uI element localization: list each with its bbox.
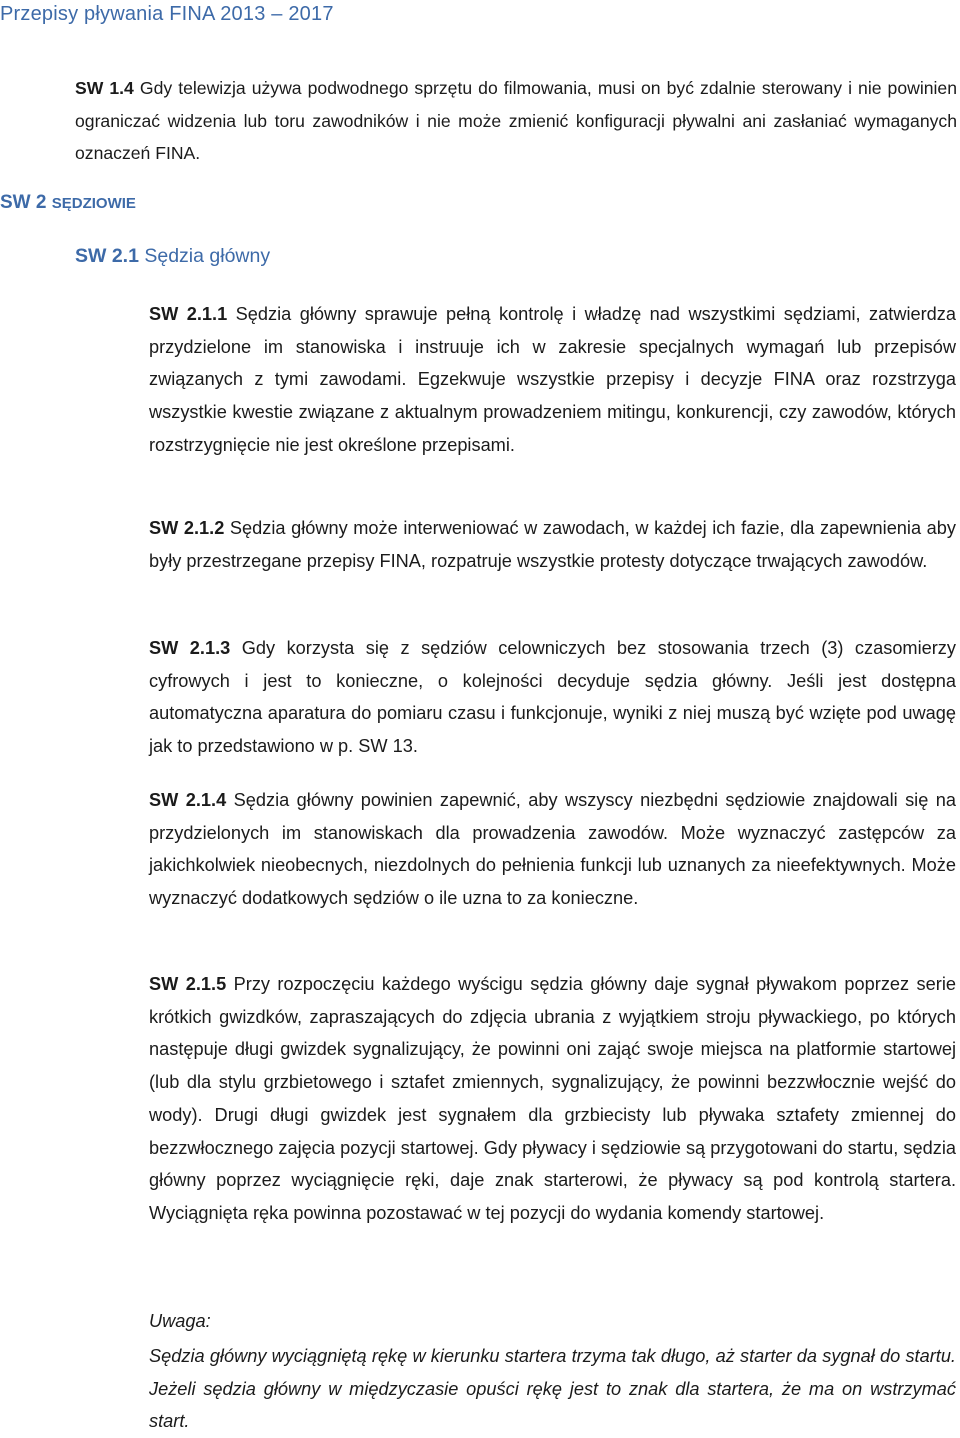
paragraph-text: Gdy korzysta się z sędziów celowniczych bez stosowania trzech (3) czasomierzy cyfrowych i jest to konieczne, o kolejności decyduje sędzia główny. Jeśli jest dostępna automatyczna aparatura do pomiaru czasu i funkcjonuje, wyniki z niej muszą być wzięte pod uwagę jak to przedstawiono w p. SW 13.: [149, 638, 956, 757]
paragraph-number: SW 2.1.3: [149, 638, 231, 658]
paragraph-number: SW 2.1.2: [149, 518, 225, 538]
chapter-heading: [0, 192, 136, 214]
section-number: SW 2.1: [75, 245, 139, 267]
section-title: Sędzia główny: [144, 245, 271, 267]
paragraph-sw-2-1-3: [149, 632, 956, 763]
paragraph-text: Sędzia główny może interweniować w zawodach, w każdej ich fazie, dla zapewnienia aby były przestrzegane przepisy FINA, rozpatruje wszystkie protesty dotyczące trwających zawodów.: [149, 518, 956, 571]
chapter-title: SĘDZIOWIE: [51, 195, 136, 212]
page-header-title: Przepisy pływania FINA 2013 – 2017: [0, 3, 334, 25]
paragraph-sw-2-1-4: [149, 784, 956, 915]
paragraph-sw-2-1-2: [149, 512, 956, 577]
paragraph-text: Sędzia główny powinien zapewnić, aby wszyscy niezbędni sędziowie znajdowali się na przydzielonych im stanowiskach dla prowadzenia zawodów. Może wyznaczyć zastępców za jakichkolwiek nieobecnych, niezdolnych do pełnienia funkcji lub uznanych za nieefektywnych. Może wyznaczyć dodatkowych sędziów o ile uzna to za konieczne.: [149, 790, 956, 909]
paragraph-sw-2-1-1: [149, 298, 956, 462]
paragraph-text: Przy rozpoczęciu każdego wyścigu sędzia główny daje sygnał pływakom poprzez serie krótkich gwizdków, zapraszających do zdjęcia ubrania z wyjątkiem stroju pływackiego, po których następuje długi gwizdek sygnalizujący, że powinni oni zająć swoje miejsca na platformie startowej (lub dla stylu grzbietowego i sztafet zmiennych, sygnalizujący, że powinni bezzwłocznie wejść do wody). Drugi długi gwizdek jest sygnałem dla grzbiecisty lub pływaka sztafety zmiennej do bezzwłocznego zajęcia pozycji startowej. Gdy pływacy i sędziowie są przygotowani do startu, sędzia główny poprzez wyciągnięcie ręki, daje znak starterowi, że pływacy są pod kontrolą startera. Wyciągnięta ręka powinna pozostawać w tej pozycji do wydania komendy startowej.: [149, 974, 956, 1223]
note-text: Sędzia główny wyciągniętą rękę w kierunku startera trzyma tak długo, aż starter da sygnał do startu. Jeżeli sędzia główny w międzyczasie opuści rękę jest to znak dla startera, że ma on wstrzymać start.: [149, 1346, 956, 1432]
section-heading: [75, 245, 270, 268]
note-label: Uwaga:: [149, 1311, 211, 1331]
paragraph-number: SW 2.1.4: [149, 790, 227, 810]
paragraph-text: Gdy telewizja używa podwodnego sprzętu do filmowania, musi on być zdalnie sterowany i nie powinien ograniczać widzenia lub toru zawodników i nie może zmienić konfiguracji pływalni ani zasłaniać wymaganych oznaczeń FINA.: [75, 78, 957, 163]
paragraph-sw-2-1-5: [149, 968, 956, 1230]
paragraph-number: SW 2.1.1: [149, 304, 228, 324]
paragraph-sw-1-4: [75, 72, 957, 170]
chapter-number: SW 2: [0, 192, 47, 213]
paragraph-number: SW 2.1.5: [149, 974, 227, 994]
paragraph-number: SW 1.4: [75, 78, 134, 98]
paragraph-text: Sędzia główny sprawuje pełną kontrolę i władzę nad wszystkimi sędziami, zatwierdza przydzielone im stanowiska i instruuje ich w zakresie specjalnych wymagań lub przepisów związanych z tymi zawodami. Egzekwuje wszystkie przepisy i decyzje FINA oraz rozstrzyga wszystkie kwestie związane z aktualnym prowadzeniem mitingu, konkurencji, czy zawodów, których rozstrzygnięcie nie jest określone przepisami.: [149, 304, 956, 455]
